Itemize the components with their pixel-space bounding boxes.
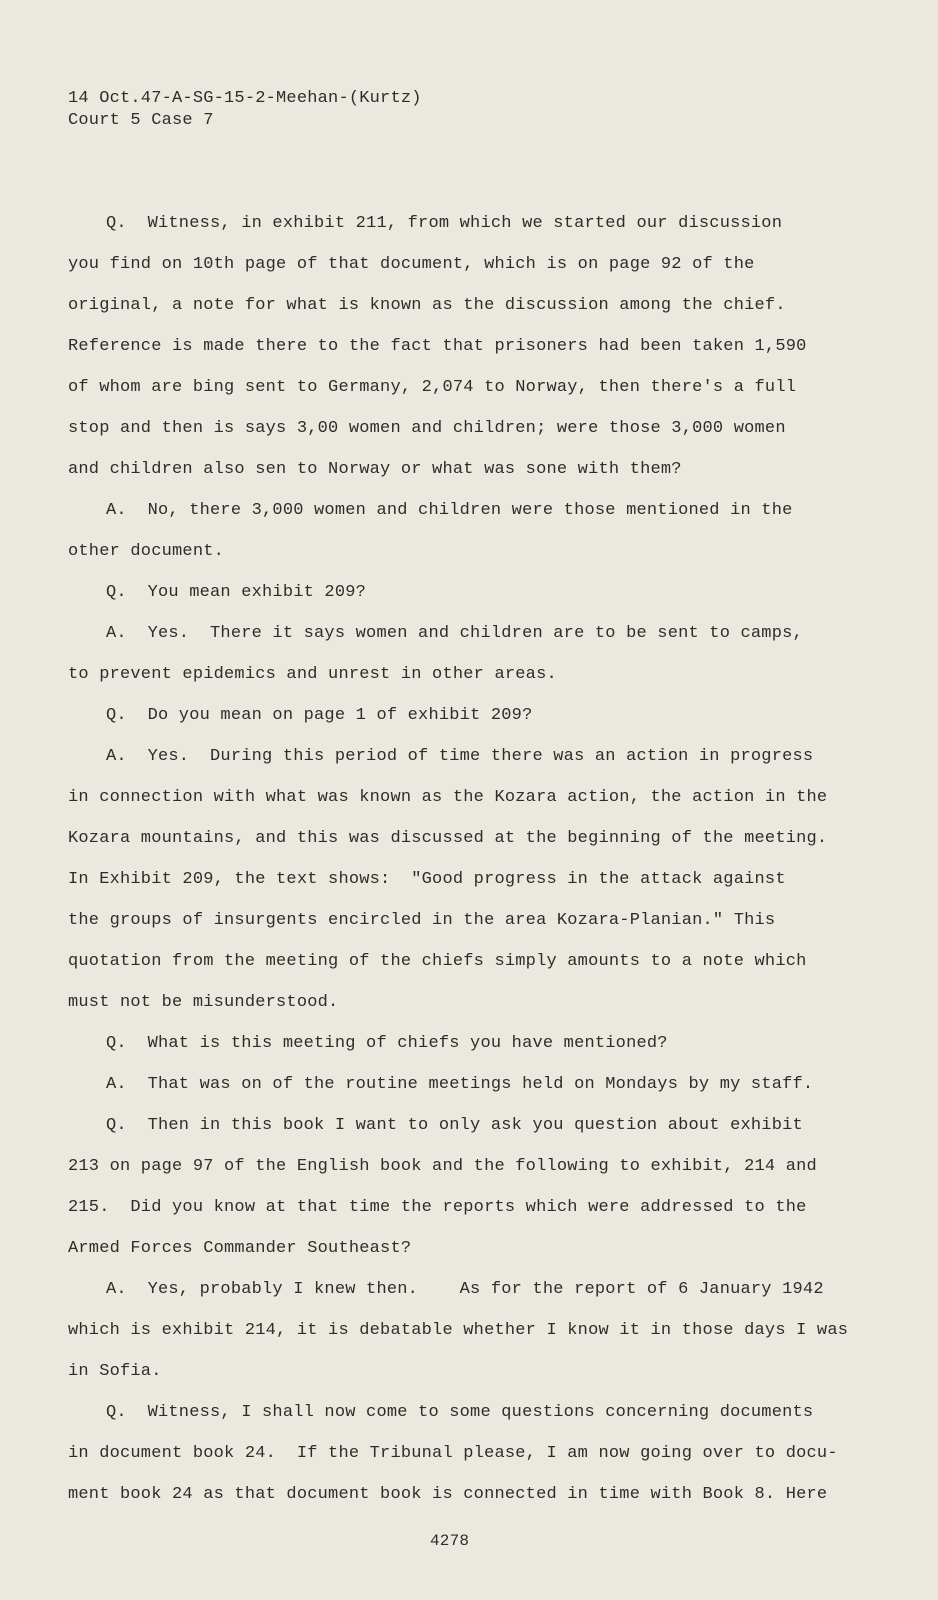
text-line: Q. Witness, I shall now come to some questions concerning documents (106, 1403, 814, 1422)
text-line: Q. Then in this book I want to only ask you question about exhibit (106, 1116, 803, 1135)
text-line: stop and then is says 3,00 women and children; were those 3,000 women (68, 419, 786, 438)
text-line: Kozara mountains, and this was discussed at the beginning of the meeting. (68, 829, 828, 848)
transcript-reference: 14 Oct.47-A-SG-15-2-Meehan-(Kurtz) (68, 89, 422, 108)
text-line: must not be misunderstood. (68, 993, 339, 1012)
text-line: other document. (68, 542, 225, 561)
text-line: A. Yes. During this period of time there was an action in progress (106, 747, 814, 766)
text-line: the groups of insurgents encircled in the area Kozara-Planian." This (68, 911, 776, 930)
text-line: Q. Witness, in exhibit 211, from which we started our discussion (106, 214, 783, 233)
court-case-label: Court 5 Case 7 (68, 111, 214, 130)
document-header (68, 88, 422, 132)
text-line: quotation from the meeting of the chiefs simply amounts to a note which (68, 952, 807, 971)
text-line: Q. Do you mean on page 1 of exhibit 209? (106, 706, 533, 725)
text-line: in document book 24. If the Tribunal please, I am now going over to docu- (68, 1444, 838, 1463)
text-line: and children also sen to Norway or what was sone with them? (68, 460, 682, 479)
text-line: A. Yes. There it says women and children are to be sent to camps, (106, 624, 803, 643)
text-line: which is exhibit 214, it is debatable whether I know it in those days I was (68, 1321, 849, 1340)
text-line: original, a note for what is known as the discussion among the chief. (68, 296, 786, 315)
text-line: ment book 24 as that document book is connected in time with Book 8. Here (68, 1485, 828, 1504)
text-line: A. That was on of the routine meetings held on Mondays by my staff. (106, 1075, 814, 1094)
text-line: A. No, there 3,000 women and children were those mentioned in the (106, 501, 793, 520)
text-line: in Sofia. (68, 1362, 162, 1381)
text-line: A. Yes, probably I knew then. As for the report of 6 January 1942 (106, 1280, 824, 1299)
text-line: In Exhibit 209, the text shows: "Good progress in the attack against (68, 870, 786, 889)
text-line: 215. Did you know at that time the reports which were addressed to the (68, 1198, 807, 1217)
text-line: in connection with what was known as the Kozara action, the action in the (68, 788, 828, 807)
text-line: Q. You mean exhibit 209? (106, 583, 367, 602)
text-line: Reference is made there to the fact that prisoners had been taken 1,590 (68, 337, 807, 356)
text-line: 213 on page 97 of the English book and the following to exhibit, 214 and (68, 1157, 817, 1176)
text-line: Q. What is this meeting of chiefs you have mentioned? (106, 1034, 668, 1053)
page-number: 4278 (430, 1532, 470, 1550)
text-line: Armed Forces Commander Southeast? (68, 1239, 412, 1258)
text-line: you find on 10th page of that document, which is on page 92 of the (68, 255, 755, 274)
text-line: of whom are bing sent to Germany, 2,074 to Norway, then there's a full (68, 378, 797, 397)
text-line: to prevent epidemics and unrest in other areas. (68, 665, 557, 684)
